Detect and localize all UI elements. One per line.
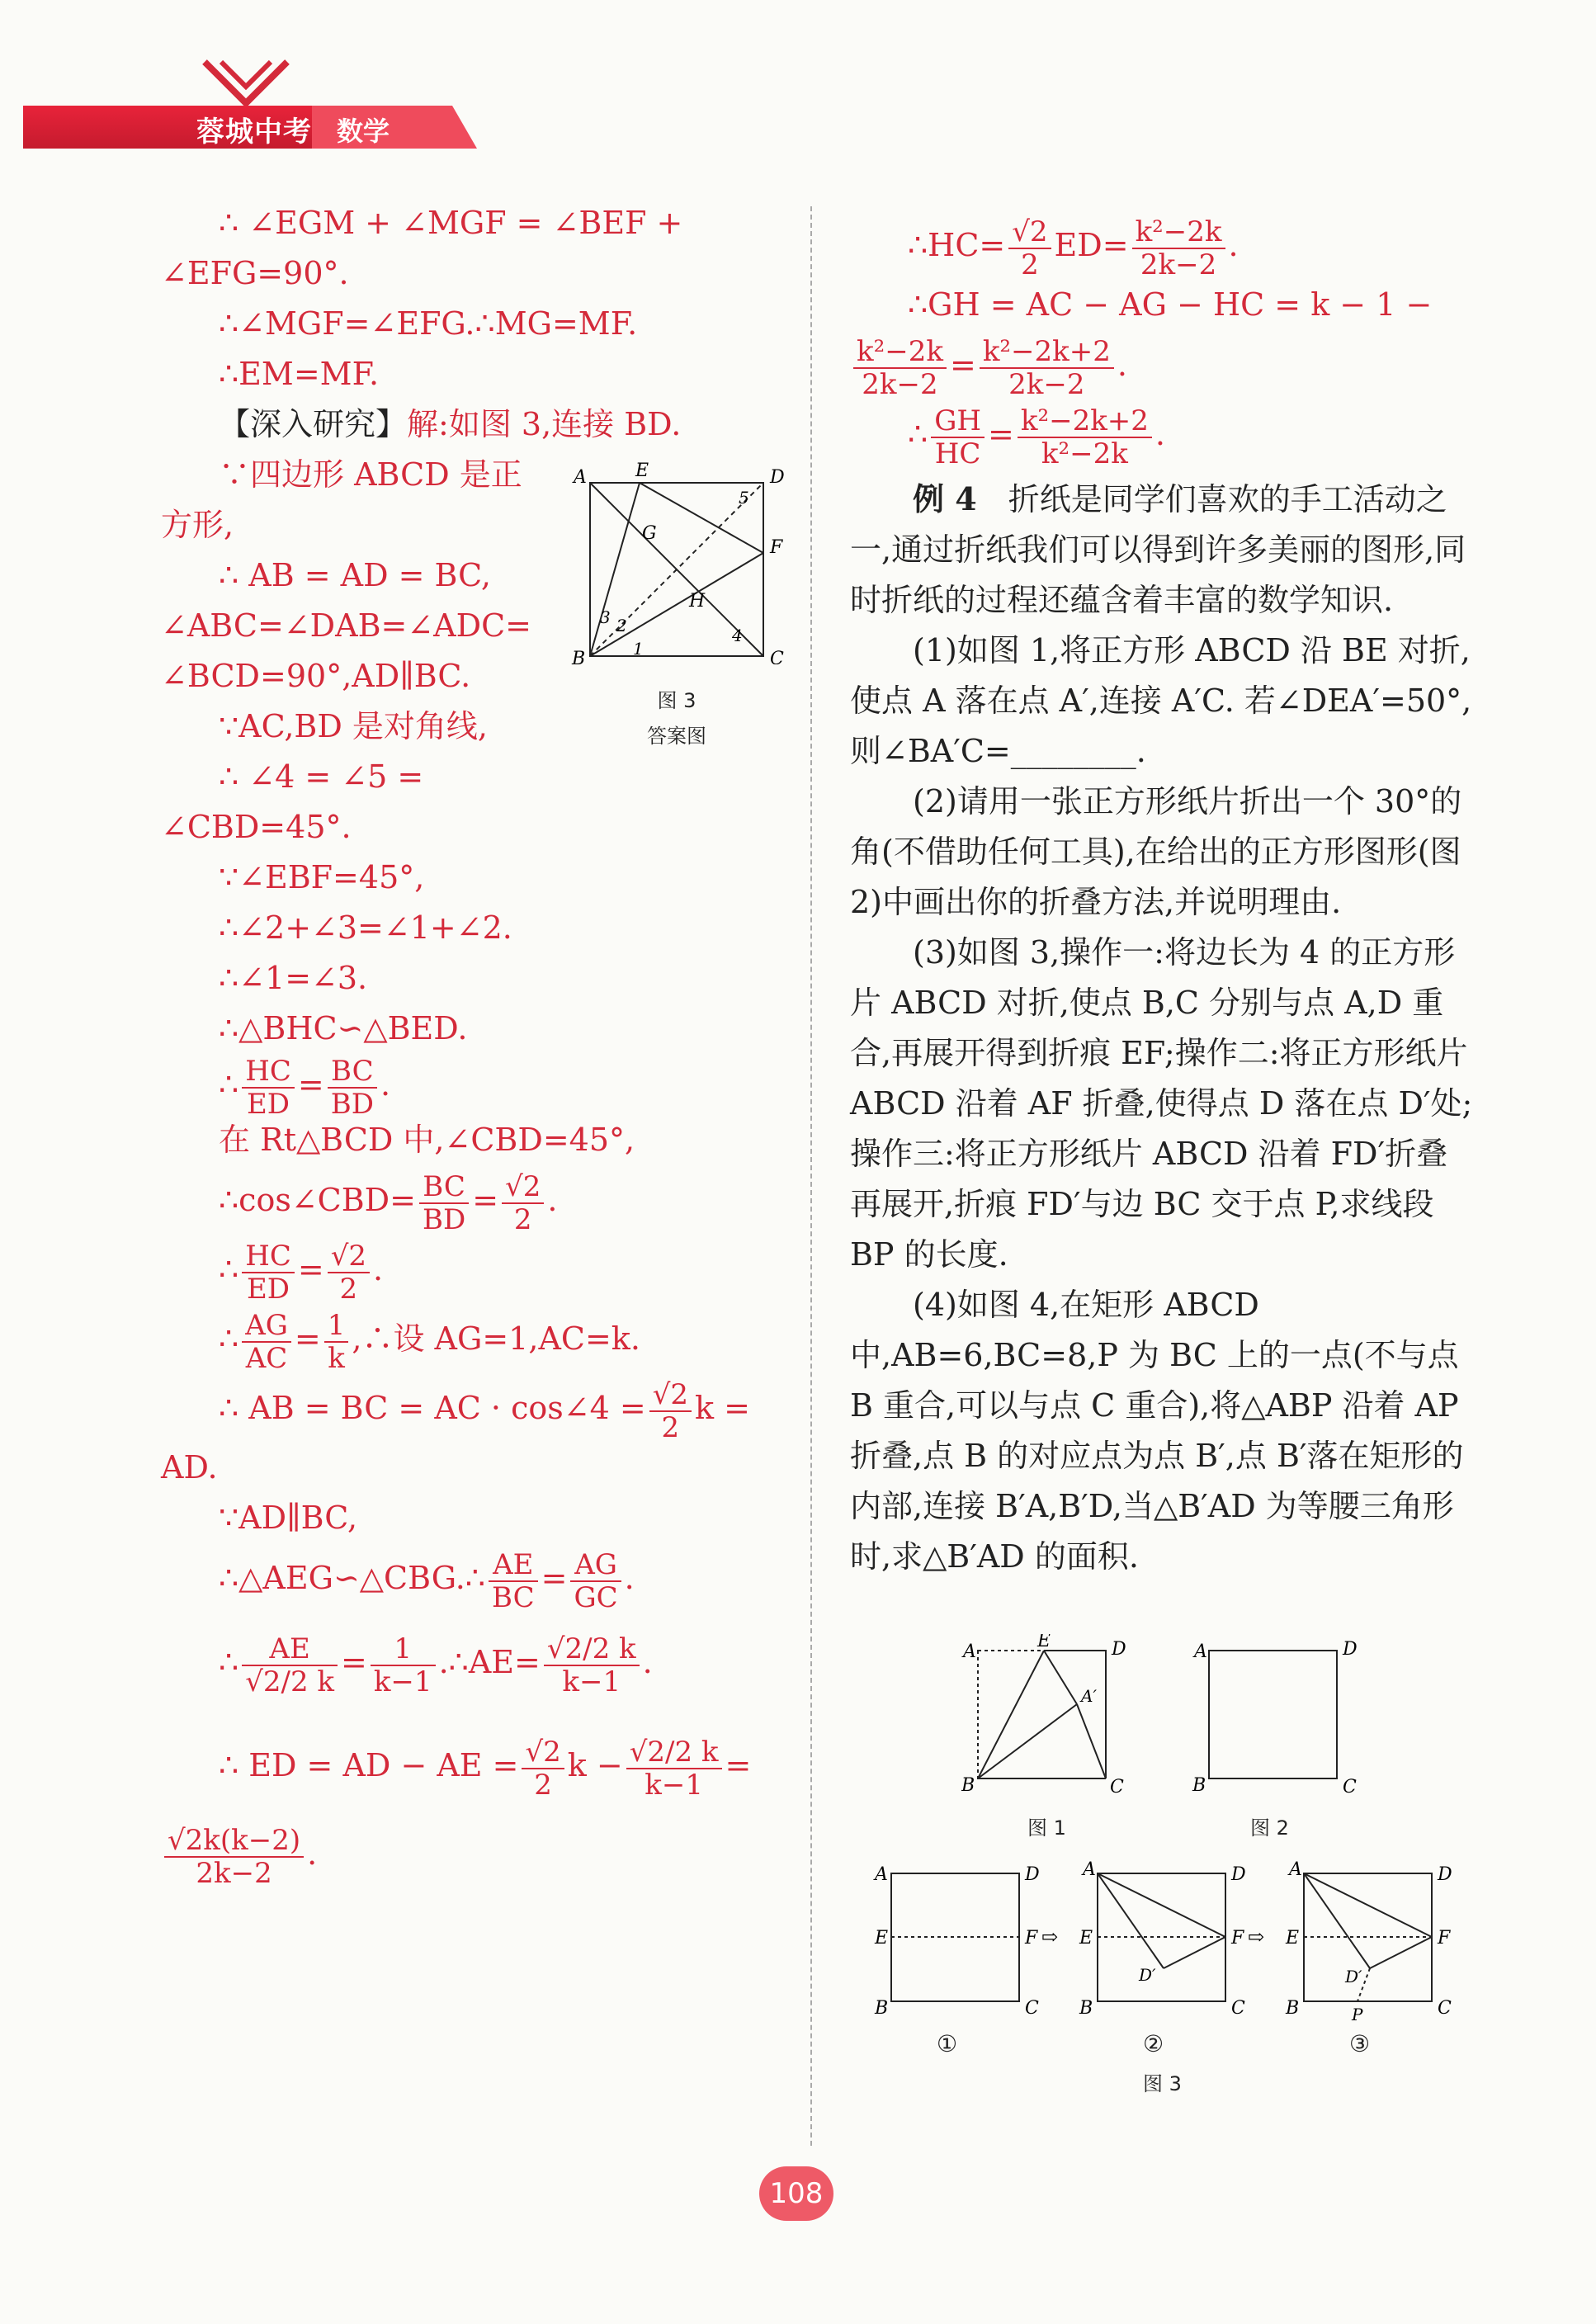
figure-3b-caption: 图 3 xyxy=(1143,2072,1182,2095)
text-line: 【深入研究】解:如图 3,连接 BD. xyxy=(219,406,682,442)
text-line: ∴ ∠4 = ∠5 = xyxy=(219,758,424,795)
label-5: 5 xyxy=(739,488,749,508)
svg-text:B: B xyxy=(1079,1998,1093,2019)
svg-text:C: C xyxy=(1343,1777,1357,1797)
example-4-intro: 例 4 折纸是同学们喜欢的手工活动之一,通过折纸我们可以得到许多美丽的图形,同时折纸的过程还蕴含着丰富的数学知识. xyxy=(850,480,1466,618)
svg-text:B: B xyxy=(1286,1998,1300,2019)
svg-text:F: F xyxy=(1231,1928,1244,1948)
text-line: ∴△BHC∽△BED. xyxy=(219,1010,468,1046)
svg-text:F: F xyxy=(1025,1928,1038,1948)
svg-text:A: A xyxy=(1194,1641,1207,1662)
text-line: ∴cos∠CBD= $\frac{BC}{BD}$ = $\frac{√2}{2}$ . xyxy=(219,1169,558,1236)
figure-subcaption: 答案图 xyxy=(647,725,706,748)
svg-text:A: A xyxy=(875,1864,888,1885)
left-column xyxy=(161,198,788,1888)
label-D: D xyxy=(770,467,785,488)
step-3-label: ③ xyxy=(1349,2030,1371,2057)
text-line: ∴GH = AC − AG − HC = k − 1 − xyxy=(908,286,1433,323)
text-line: $\frac{√2k(k-2)}{2k-2}$ . xyxy=(161,1819,788,1888)
right-column xyxy=(850,210,1477,1582)
figure-1-caption: 图 1 xyxy=(1027,1816,1066,1840)
text-line: AD. xyxy=(161,1449,218,1486)
svg-text:A: A xyxy=(963,1641,976,1662)
text-line: ∴ $\frac{GH}{HC}$ = $\frac{\text{k²−2k+2}}{\text{k²−2k}}$ . xyxy=(908,404,1166,470)
question-3: (3)如图 3,操作一:将边长为 4 的正方形片 ABCD 对折,使点 B,C 分别与点 A,D 重合,再展开得到折痕 EF;操作二:将正方形纸片 ABCD 沿着 AF 折叠,使得点 D 落在点 D′处;操作三:将正方形纸片 ABCD 沿着 FD′折叠再展开,折痕 FD′与边 BC 交于点 P,求线段 BP 的长度. xyxy=(850,934,1473,1273)
text-line: ∴∠2+∠3=∠1+∠2. xyxy=(219,909,512,946)
text-line: ∴HC= $\frac{√2}{2}$ ED= $\frac{\text{k²−2k}}{2k-2}$ . xyxy=(908,215,1239,281)
svg-text:D′: D′ xyxy=(1345,1967,1362,1986)
answer-figure-3 xyxy=(557,458,796,763)
step-1-label: ① xyxy=(937,2030,958,2057)
svg-text:D: D xyxy=(1438,1864,1452,1885)
svg-text:A: A xyxy=(1289,1859,1302,1880)
svg-text:⇨: ⇨ xyxy=(1041,1925,1059,1948)
svg-text:A′: A′ xyxy=(1081,1686,1097,1706)
text-line: ∴ ∠EGM + ∠MGF = ∠BEF + xyxy=(219,205,683,241)
square-diagram xyxy=(557,458,796,664)
label-2: 2 xyxy=(616,616,627,635)
svg-text:⇨: ⇨ xyxy=(1248,1925,1265,1948)
text-line: ∴ $\frac{AG}{AC}$ = $\frac{1}{k}$ ,∴设 AG=1,AC=k. xyxy=(219,1308,640,1375)
fig1-fig2-diagram xyxy=(961,1634,1424,1799)
text-line: ∴ $\frac{HC}{ED}$ = $\frac{√2}{2}$ . xyxy=(219,1239,384,1306)
text-line: $\frac{\text{k²−2k}}{2k-2}$ = $\frac{\text{k²−2k+2}}{2k-2}$ . xyxy=(850,330,1477,399)
text-line: ∴ AB = AD = BC, xyxy=(219,557,491,593)
column-divider xyxy=(810,206,812,2146)
question-1: (1)如图 1,将正方形 ABCD 沿 BE 对折,使点 A 落在点 A′,连接 A′C. 若∠DEA′=50°,则∠BA′C=________. xyxy=(850,632,1472,769)
text-line: ∴EM=MF. xyxy=(219,356,380,392)
svg-text:E: E xyxy=(1286,1928,1300,1948)
svg-text:C: C xyxy=(1025,1998,1039,2019)
label-C: C xyxy=(770,649,784,664)
label-B: B xyxy=(572,649,586,664)
page-number: 108 xyxy=(759,2166,833,2221)
svg-text:D: D xyxy=(1231,1864,1246,1885)
svg-text:B: B xyxy=(875,1998,889,2019)
figure-caption: 图 3 xyxy=(657,689,696,712)
label-1: 1 xyxy=(633,639,644,659)
label-F: F xyxy=(770,537,783,558)
text-line: ∵AC,BD 是对角线, xyxy=(219,708,488,744)
text-line: ∴△AEG∽△CBG.∴ $\frac{AE}{BC}$ = $\frac{AG}{GC}$ . xyxy=(219,1547,635,1614)
svg-text:A: A xyxy=(1083,1859,1096,1880)
svg-text:C: C xyxy=(1231,1998,1245,2019)
text-line: ∴ $\frac{HC}{ED}$ = $\frac{BC}{BD}$ . xyxy=(219,1054,391,1121)
text-line: ∠BCD=90°,AD∥BC. xyxy=(161,658,471,694)
text-line: ∠CBD=45°. xyxy=(161,809,352,845)
label-H: H xyxy=(689,591,706,612)
text-line: 在 Rt△BCD 中,∠CBD=45°, xyxy=(219,1122,635,1158)
text-line: ∴ ED = AD − AE = $\frac{√2}{2}$ k − $\frac{√2/2 k}{k-1}$ = xyxy=(219,1735,752,1802)
figure-2-caption: 图 2 xyxy=(1250,1816,1289,1840)
svg-text:P: P xyxy=(1352,2005,1363,2022)
svg-text:B: B xyxy=(1192,1775,1206,1796)
text-line: ∴∠MGF=∠EFG.∴MG=MF. xyxy=(219,305,638,342)
text-line: ∠EFG=90°. xyxy=(161,255,349,291)
question-2: (2)请用一张正方形纸片折出一个 30°的角(不借助任何工具),在给出的正方形图形(图 2)中画出你的折叠方法,并说明理由. xyxy=(850,783,1462,920)
svg-text:E: E xyxy=(1037,1634,1051,1651)
svg-text:D′: D′ xyxy=(1139,1965,1156,1985)
figure-3-steps xyxy=(866,1857,1469,2096)
text-line: ∠ABC=∠DAB=∠ADC= xyxy=(161,607,532,644)
label-G: G xyxy=(642,523,657,544)
text-line: 方形, xyxy=(161,507,234,543)
text-line: ∵四边形 ABCD 是正 xyxy=(219,456,522,493)
label-4: 4 xyxy=(732,626,743,645)
svg-text:C: C xyxy=(1110,1777,1124,1797)
text-line: ∴ AB = BC = AC · cos∠4 = $\frac{√2}{2}$ k = xyxy=(219,1377,750,1444)
svg-text:D: D xyxy=(1343,1639,1358,1660)
text-line: ∵∠EBF=45°, xyxy=(219,859,425,895)
figures-1-2 xyxy=(961,1634,1424,1849)
section-tag: 【深入研究】 xyxy=(219,406,408,442)
text-line: ∴∠1=∠3. xyxy=(219,960,368,996)
svg-text:D: D xyxy=(1112,1639,1126,1660)
step-2-label: ② xyxy=(1143,2030,1164,2057)
brand-title: 蓉城中考 xyxy=(196,116,312,149)
svg-text:D: D xyxy=(1025,1864,1040,1885)
text-line: ∵AD∥BC, xyxy=(219,1500,358,1536)
svg-text:E: E xyxy=(1079,1928,1093,1948)
svg-text:F: F xyxy=(1438,1928,1451,1948)
svg-text:E: E xyxy=(875,1928,889,1948)
brand-logo-icon xyxy=(201,58,291,107)
label-E: E xyxy=(635,461,649,481)
example-title: 例 4 xyxy=(913,480,977,517)
svg-text:B: B xyxy=(961,1775,975,1796)
label-3: 3 xyxy=(600,607,611,627)
question-4: (4)如图 4,在矩形 ABCD 中,AB=6,BC=8,P 为 BC 上的一点(不与点 B 重合,可以与点 C 重合),将△ABP 沿着 AP 折叠,点 B 的对应点为点 B′,点 B′落在矩形的内部,连接 B′A,B′D,当△B′AD 为等腰三角形时,求△B′AD 的面积. xyxy=(850,1287,1464,1575)
svg-text:C: C xyxy=(1438,1998,1452,2019)
label-A: A xyxy=(574,467,587,488)
text-line: ∴ $\frac{AE}{√2/2 k}$ = $\frac{1}{k-1}$ .∴AE= $\frac{√2/2 k}{k-1}$ . xyxy=(219,1632,653,1698)
subject-label: 数学 xyxy=(337,116,390,147)
folding-steps-diagram xyxy=(866,1857,1469,2022)
page-header xyxy=(23,58,469,149)
